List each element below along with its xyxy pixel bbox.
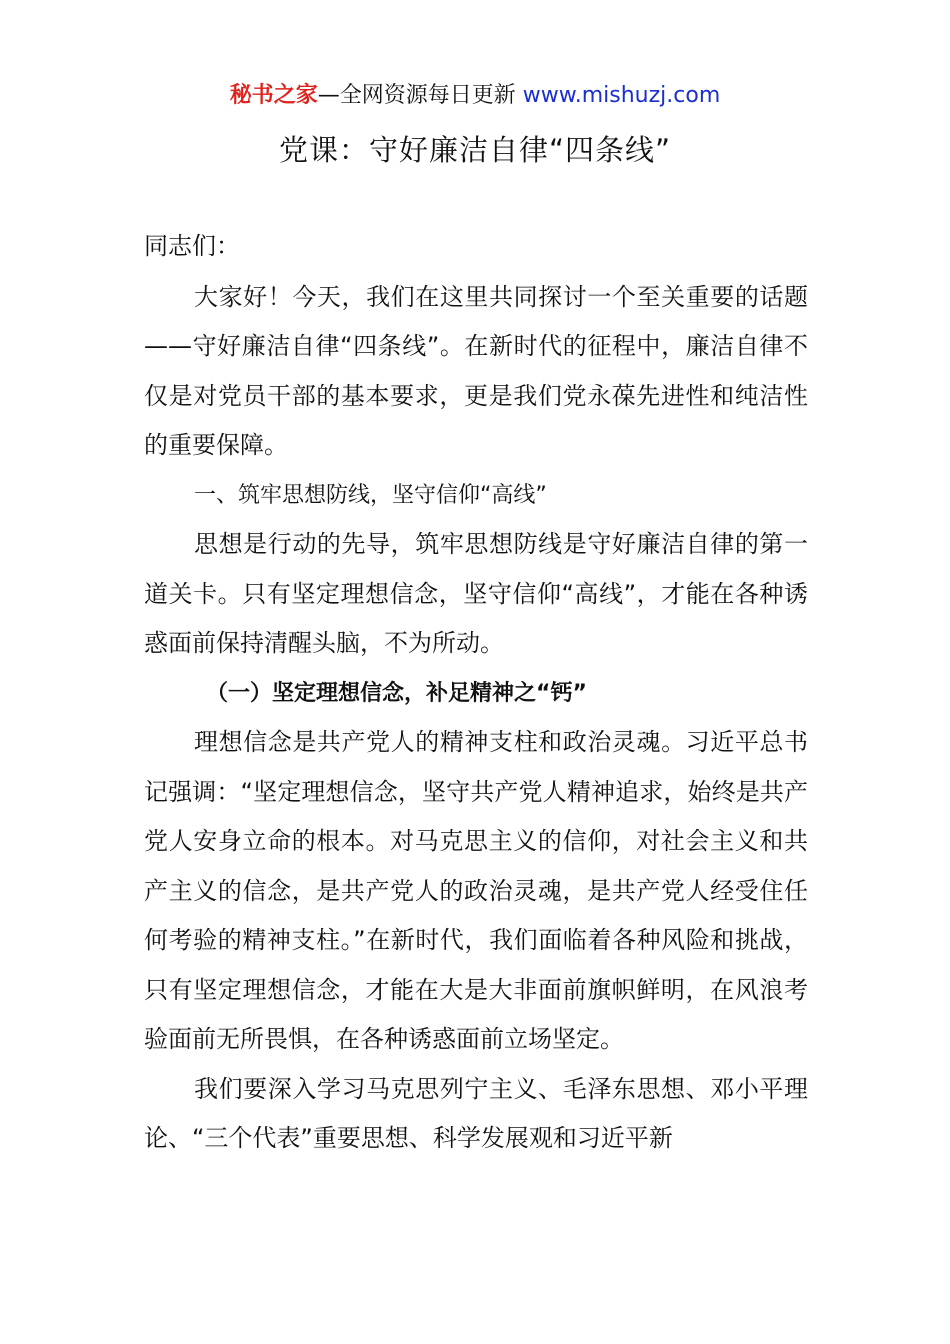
site-header — [0, 80, 950, 112]
site-url[interactable]: www.mishuzj.com — [522, 83, 721, 108]
document-title: 党课：守好廉洁自律“四条线” — [278, 133, 672, 167]
subsection-paragraph-2: 我们要深入学习马克思列宁主义、毛泽东思想、邓小平理论、“三个代表”重要思想、科学发展观和习近平新 — [144, 1074, 808, 1152]
intro-paragraph: 大家好！今天，我们在这里共同探讨一个至关重要的话题——守好廉洁自律“四条线”。在新时代的征程中，廉洁自律不仅是对党员干部的基本要求，更是我们党永葆先进性和纯洁性的重要保障。 — [144, 282, 808, 459]
brand-name: 秘书之家 — [229, 83, 318, 108]
subsection-paragraph-1: 理想信念是共产党人的精神支柱和政治灵魂。习近平总书记强调：“坚定理想信念，坚守共产党人精神追求，始终是共产党人安身立命的根本。对马克思主义的信仰，对社会主义和共产主义的信念，是共产党人的政治灵魂，是共产党人经受住任何考验的精神支柱。”在新时代，我们面临着各种风险和挑战，只有坚定理想信念，才能在大是大非面前旗帜鲜明，在风浪考验面前无所畏惧，在各种诱惑面前立场坚定。 — [144, 728, 808, 1053]
document-body — [144, 222, 808, 1164]
header-tagline: —全网资源每日更新 — [317, 83, 523, 108]
section-paragraph-1: 思想是行动的先导，筑牢思想防线是守好廉洁自律的第一道关卡。只有坚定理想信念，坚守信仰“高线”，才能在各种诱惑面前保持清醒头脑，不为所动。 — [144, 530, 808, 657]
section-heading-1: 一、筑牢思想防线，坚守信仰“高线” — [194, 482, 547, 508]
greeting: 同志们： — [144, 232, 240, 260]
subsection-heading-1: （一）坚定理想信念，补足精神之“钙” — [206, 680, 587, 706]
